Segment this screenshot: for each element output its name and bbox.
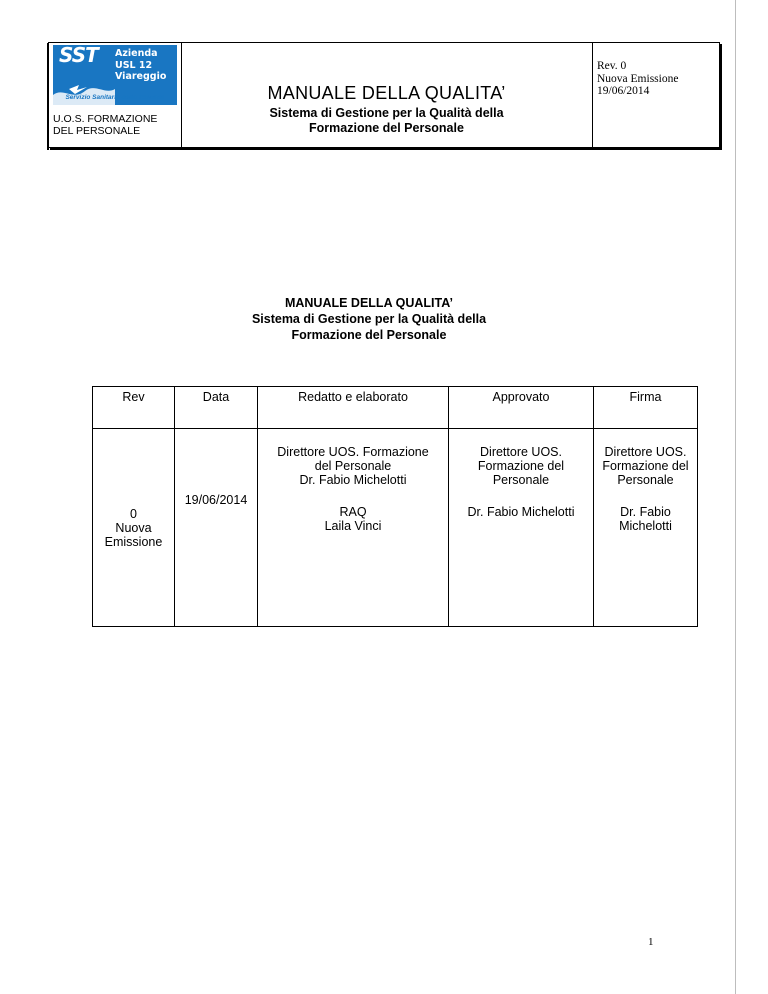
header-redatto: Redatto e elaborato: [258, 387, 449, 429]
header-data: Data: [175, 387, 258, 429]
header-title: MANUALE DELLA QUALITA’: [267, 83, 506, 103]
logo-caption: Servizio Sanitario della Toscana: [65, 94, 165, 101]
cell-date: 19/06/2014: [175, 429, 258, 627]
logo-brand: SST: [59, 45, 98, 67]
header-rev: Rev: [93, 387, 175, 429]
revision-info: Rev. 0 Nuova Emissione 19/06/2014: [597, 60, 679, 97]
cell-rev: 0 Nuova Emissione: [93, 429, 175, 627]
document-title: MANUALE DELLA QUALITA’: [284, 296, 454, 310]
page-edge-line: [735, 0, 736, 994]
document-subtitle-2: Formazione del Personale: [291, 328, 447, 342]
header-subtitle: Sistema di Gestione per la Qualità della Formazione del Personale: [269, 106, 504, 135]
table-row: [93, 429, 698, 627]
header-logo-cell: [49, 43, 182, 147]
page-number: 1: [648, 936, 654, 948]
header-shadow-bottom: [50, 148, 721, 150]
cell-firma: Direttore UOS. Formazione del Personale Dr. Fabio Michelotti: [594, 429, 698, 627]
document-header: [48, 42, 720, 148]
logo-org-text: Azienda USL 12 Viareggio: [115, 48, 167, 82]
revision-table: [92, 386, 698, 627]
table-header-row: [93, 387, 698, 429]
cell-approvato: Direttore UOS. Formazione del Personale Dr. Fabio Michelotti: [449, 429, 594, 627]
cell-redatto: Direttore UOS. Formazione del Personale Dr. Fabio Michelotti RAQ Laila Vinci: [258, 429, 449, 627]
unit-label: U.O.S. FORMAZIONE DEL PERSONALE: [53, 113, 158, 137]
document-title-block: [200, 295, 538, 343]
seagull-wave-icon: [53, 81, 115, 105]
header-firma: Firma: [594, 387, 698, 429]
header-divider: [592, 43, 593, 147]
header-approvato: Approvato: [449, 387, 594, 429]
document-subtitle-1: Sistema di Gestione per la Qualità della: [251, 312, 487, 326]
